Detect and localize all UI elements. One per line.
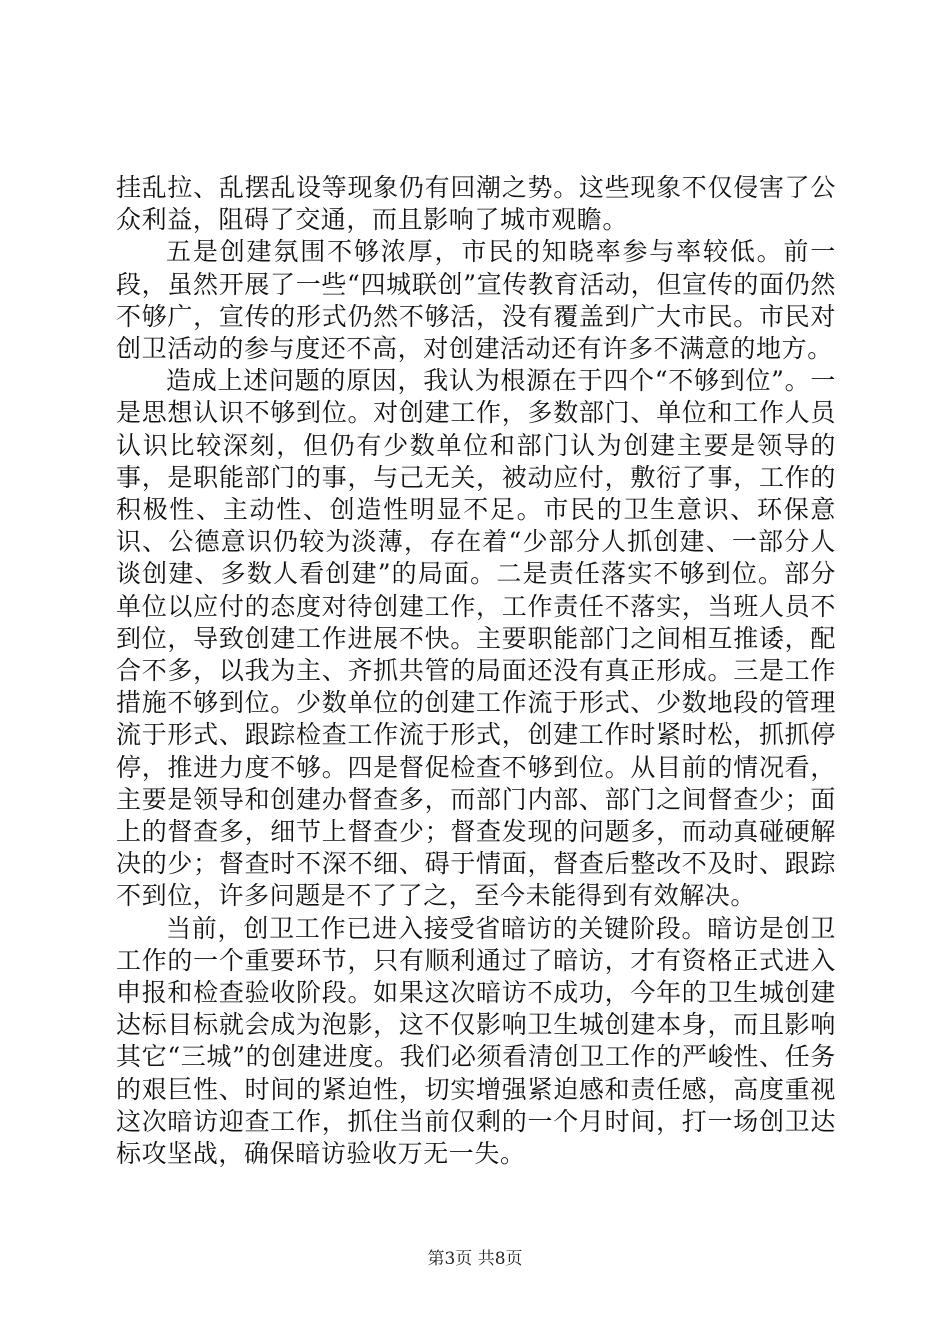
document-body [116, 172, 836, 1170]
paragraph-2: 五是创建氛围不够浓厚，市民的知晓率参与率较低。前一段，虽然开展了一些“四城联创”宣传教育活动，但宣传的面仍然不够广，宣传的形式仍然不够活，没有覆盖到广大市民。市民对创卫活动的参与度还不高，对创建活动还有许多不满意的地方。 [116, 237, 836, 364]
paragraph-1: 挂乱拉、乱摆乱设等现象仍有回潮之势。这些现象不仅侵害了公众利益，阻碍了交通，而且影响了城市观瞻。 [116, 173, 836, 235]
paragraph-3: 造成上述问题的原因，我认为根源在于四个“不够到位”。一是思想认识不够到位。对创建工作，多数部门、单位和工作人员认识比较深刻，但仍有少数单位和部门认为创建主要是领导的事，是职能部门的事，与己无关，被动应付，敷衍了事，工作的积极性、主动性、创造性明显不足。市民的卫生意识、环保意识、公德意识仍较为淡薄，存在着“少部分人抓创建、一部分人谈创建、多数人看创建”的局面。二是责任落实不够到位。部分单位以应付的态度对待创建工作，工作责任不落实，当班人员不到位，导致创建工作进展不快。主要职能部门之间相互推诿，配合不多，以我为主、齐抓共管的局面还没有真正形成。三是工作措施不够到位。少数单位的创建工作流于形式、少数地段的管理流于形式、跟踪检查工作流于形式，创建工作时紧时松，抓抓停停，推进力度不够。四是督促检查不够到位。从目前的情况看，主要是领导和创建办督查多，而部门内部、部门之间督查少；面上的督查多，细节上督查少；督查发现的问题多，而动真碰硬解决的少；督查时不深不细、碍于情面，督查后整改不及时、跟踪不到位，许多问题是不了了之，至今未能得到有效解决。 [116, 366, 836, 911]
paragraph-4: 当前，创卫工作已进入接受省暗访的关键阶段。暗访是创卫工作的一个重要环节，只有顺利通过了暗访，才有资格正式进入申报和检查验收阶段。如果这次暗访不成功，今年的卫生城创建达标目标就会成为泡影，这不仅影响卫生城创建本身，而且影响其它“三城”的创建进度。我们必须看清创卫工作的严峻性、任务的艰巨性、时间的紧迫性，切实增强紧迫感和责任感，高度重视这次暗访迎查工作，抓住当前仅剩的一个月时间，打一场创卫达标攻坚战，确保暗访验收万无一失。 [116, 913, 836, 1169]
page-footer: 第3页 共8页 [427, 1249, 523, 1269]
